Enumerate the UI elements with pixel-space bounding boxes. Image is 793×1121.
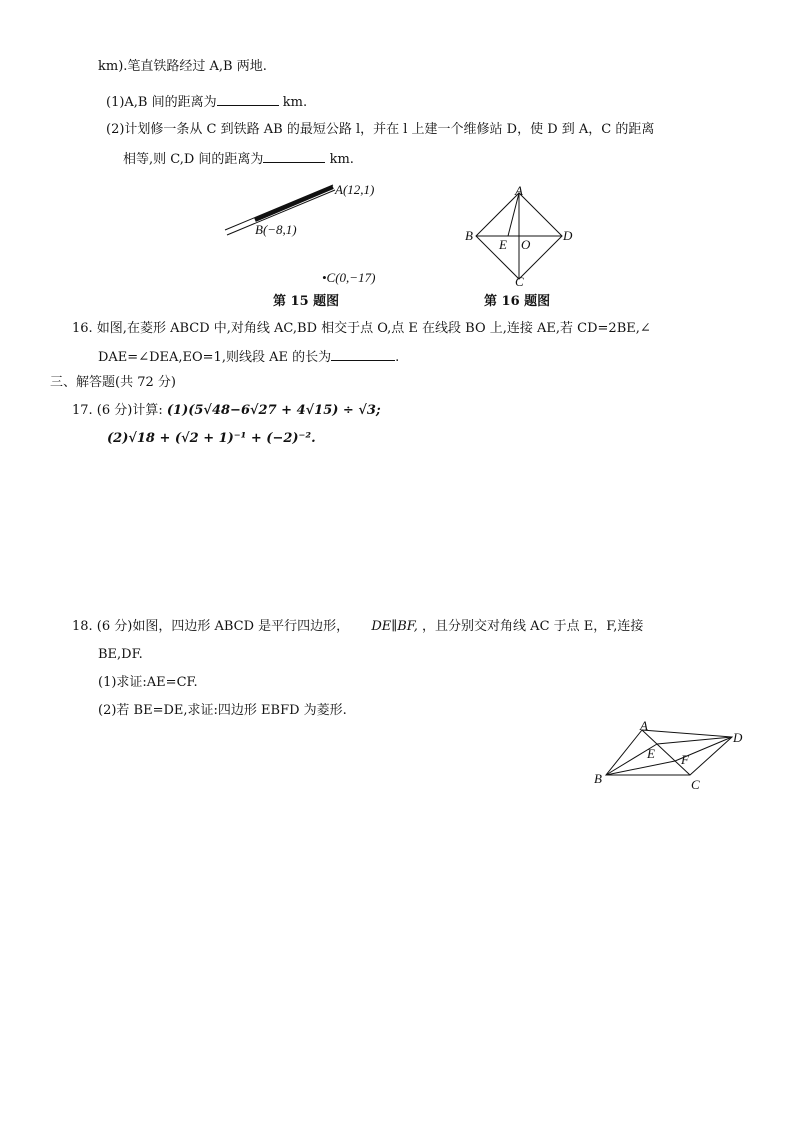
parallelogram-abcd — [606, 730, 732, 775]
vertex-a-label: A — [515, 183, 523, 198]
q18-line1-text: 18. (6 分)如图，四边形 ABCD 是平行四边形， — [72, 619, 350, 634]
vertex-b-label: B — [594, 771, 602, 786]
point-a-label: A(12,1) — [335, 182, 375, 197]
q17-part1-expression: (1)(5√48−6√27 + 4√15) ÷ √3; — [166, 403, 381, 418]
q18-figure — [590, 718, 760, 798]
vertex-a-label: A — [640, 718, 648, 733]
q15-answer-blank-1 — [217, 92, 279, 106]
q15-part1 — [106, 92, 307, 112]
q18-line2: BE,DF. — [98, 647, 143, 662]
q18-line1-math: DE∥BF, — [371, 619, 418, 634]
q16-line2 — [98, 347, 399, 367]
q16-answer-blank — [331, 347, 395, 361]
q15-part2-line1: (2)计划修一条从 C 到铁路 AB 的最短公路 l，并在 l 上建一个维修站 D，使 D 到 A，C 的距离 — [106, 122, 655, 137]
point-e-label: E — [499, 237, 507, 252]
q18-part2: (2)若 BE=DE,求证:四边形 EBFD 为菱形. — [98, 703, 347, 718]
q18-line1-text-cont: ，且分别交对角线 AC 于点 E，F,连接 — [417, 619, 644, 634]
q15-part1-text: (1)A,B 间的距离为 — [106, 95, 217, 110]
q15-part2-text: 相等,则 C,D 间的距离为 — [123, 152, 264, 167]
q16-period: . — [395, 350, 400, 365]
point-o-label: O — [521, 237, 531, 252]
vertex-c-label: C — [691, 777, 700, 792]
point-e-label: E — [647, 746, 655, 761]
q16-text: DAE=∠DEA,EO=1,则线段 AE 的长为 — [98, 350, 332, 365]
q17-part2-expression: (2)√18 + (√2 + 1)⁻¹ + (−2)⁻². — [107, 431, 316, 446]
q18-part1: (1)求证:AE=CF. — [98, 675, 198, 690]
q15-part2-line2 — [123, 149, 354, 169]
point-c-label: •C(0,−17) — [322, 270, 376, 285]
point-b-label: B(−8,1) — [255, 222, 297, 237]
q17-line1 — [72, 402, 381, 420]
q17-head: 17. (6 分)计算: — [72, 403, 163, 418]
q15-part1-unit: km. — [278, 95, 308, 110]
vertex-b-label: B — [465, 228, 473, 243]
railway-segment-ab — [255, 187, 333, 220]
q18-line1 — [72, 618, 643, 636]
vertex-c-label: C — [515, 274, 524, 288]
q15-figure — [215, 172, 405, 290]
q15-part2-unit: km. — [325, 152, 354, 167]
q15-line0: km).笔直铁路经过 A,B 两地. — [98, 59, 267, 74]
q17-part2 — [107, 430, 316, 448]
vertex-d-label: D — [563, 228, 573, 243]
q15-figure-caption: 第 15 题图 — [273, 294, 340, 309]
segment-ae — [508, 193, 519, 236]
q15-answer-blank-2 — [263, 149, 325, 163]
q16-line1: 16. 如图,在菱形 ABCD 中,对角线 AC,BD 相交于点 O,点 E 在线段 BO 上,连接 AE,若 CD=2BE,∠ — [72, 321, 651, 336]
segment-bf — [606, 761, 675, 775]
segment-de — [657, 737, 732, 744]
section-3-title: 三、解答题(共 72 分) — [50, 375, 176, 390]
point-f-label: F — [681, 752, 689, 767]
q16-figure-caption: 第 16 题图 — [484, 294, 551, 309]
q16-figure — [460, 183, 580, 288]
vertex-d-label: D — [733, 730, 743, 745]
